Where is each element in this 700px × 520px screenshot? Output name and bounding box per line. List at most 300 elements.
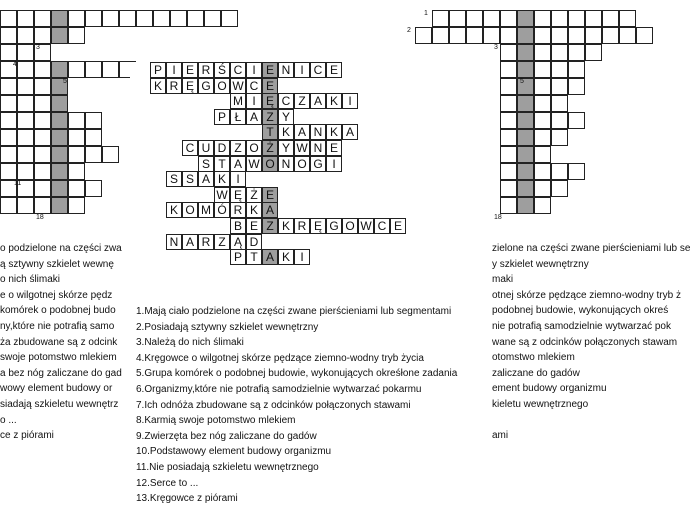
answer-letter: A bbox=[265, 203, 274, 218]
grid-cell bbox=[17, 61, 34, 78]
answer-letter: Z bbox=[266, 109, 274, 124]
answer-cell bbox=[326, 124, 342, 140]
grid-cell bbox=[0, 95, 17, 112]
grid-cell bbox=[534, 146, 551, 163]
answer-letter: R bbox=[201, 63, 211, 77]
clue-item: o podzielone na części zwa bbox=[0, 243, 122, 254]
answer-cell bbox=[246, 140, 262, 156]
answer-letter: Ż bbox=[266, 141, 274, 155]
answer-cell bbox=[214, 62, 230, 78]
answer-letter: W bbox=[248, 156, 260, 171]
answer-cell bbox=[278, 62, 294, 78]
grid-cell bbox=[517, 10, 534, 27]
grid-cell bbox=[636, 27, 653, 44]
answer-cell bbox=[246, 78, 262, 94]
answer-letter: N bbox=[313, 141, 323, 155]
answer-cell bbox=[230, 187, 246, 203]
answer-cell bbox=[230, 140, 246, 156]
grid-cell bbox=[500, 180, 517, 197]
clue-number: 4 bbox=[13, 61, 17, 68]
answer-cell bbox=[214, 187, 230, 203]
clue-item: swoje potomstwo mlekiem bbox=[0, 352, 117, 364]
answer-cell bbox=[198, 62, 214, 78]
grid-cell bbox=[0, 197, 17, 214]
answer-letter: Ł bbox=[234, 109, 242, 124]
clue-item: maki bbox=[492, 274, 514, 286]
clue-item: 10.Podstawowy element budowy organizmu bbox=[136, 446, 332, 458]
answer-cell bbox=[294, 156, 310, 172]
grid-cell bbox=[551, 112, 568, 129]
clue-item: o nich ślimaki bbox=[0, 274, 61, 286]
answer-letter: Z bbox=[218, 234, 226, 249]
grid-cell bbox=[517, 95, 534, 112]
answer-letter: K bbox=[329, 94, 338, 109]
clue-number: 18 bbox=[494, 214, 502, 221]
answer-letter: Z bbox=[266, 219, 274, 233]
answer-cell bbox=[230, 202, 246, 218]
answer-cell bbox=[214, 156, 230, 172]
answer-cell bbox=[198, 202, 214, 218]
grid-cell bbox=[551, 163, 568, 180]
clue-item: zielone na części zwane pierścieniami lub se bbox=[492, 243, 691, 254]
clue-item: podobnej budowie, wykonujących okreś bbox=[492, 305, 669, 317]
answer-letter: R bbox=[233, 203, 243, 218]
grid-cell bbox=[500, 10, 517, 27]
grid-cell bbox=[500, 112, 517, 129]
answer-letter: A bbox=[233, 156, 242, 171]
grid-cell bbox=[51, 95, 68, 112]
answer-letter: E bbox=[393, 219, 402, 233]
grid-cell bbox=[517, 180, 534, 197]
grid-cell bbox=[68, 27, 85, 44]
clue-item: 8.Karmią swoje potomstwo mlekiem bbox=[136, 415, 296, 427]
answer-letter: G bbox=[313, 156, 323, 171]
grid-cell bbox=[17, 78, 34, 95]
grid-cell bbox=[551, 10, 568, 27]
answer-cell bbox=[262, 249, 278, 265]
answer-cell bbox=[310, 218, 326, 234]
grid-cell bbox=[17, 129, 34, 146]
answer-cell bbox=[246, 156, 262, 172]
grid-cell bbox=[551, 61, 568, 78]
answer-cell bbox=[294, 62, 310, 78]
answer-cell bbox=[390, 218, 406, 234]
answer-letter: G bbox=[201, 78, 211, 93]
clue-number: 5 bbox=[63, 78, 67, 85]
answer-cell bbox=[214, 202, 230, 218]
grid-cell bbox=[85, 129, 102, 146]
clue-item: ą sztywny szkielet wewnę bbox=[0, 258, 114, 270]
grid-cell bbox=[568, 10, 585, 27]
answer-cell bbox=[198, 78, 214, 94]
answer-cell bbox=[310, 156, 326, 172]
answer-letter: Ę bbox=[185, 78, 194, 93]
clue-item: y szkielet wewnętrzny bbox=[492, 258, 589, 270]
answer-cell bbox=[198, 140, 214, 156]
answer-cell bbox=[214, 171, 230, 187]
answer-letter: A bbox=[185, 234, 194, 249]
clue-item bbox=[492, 413, 690, 429]
grid-cell bbox=[551, 27, 568, 44]
grid-cell bbox=[449, 27, 466, 44]
solved-crossword-sheet bbox=[130, 62, 460, 520]
answer-cell bbox=[294, 218, 310, 234]
answer-letter: I bbox=[300, 63, 304, 77]
grid-cell bbox=[85, 112, 102, 129]
grid-cell bbox=[136, 10, 153, 27]
answer-cell bbox=[246, 93, 262, 109]
grid-cell bbox=[602, 10, 619, 27]
grid-cell bbox=[51, 146, 68, 163]
clue-item: ement budowy organizmu bbox=[492, 383, 607, 395]
right-clue-list bbox=[492, 241, 690, 444]
grid-cell bbox=[568, 78, 585, 95]
grid-cell bbox=[51, 197, 68, 214]
answer-cell bbox=[278, 156, 294, 172]
clue-item: 13.Kręgowce z piórami bbox=[136, 493, 238, 505]
grid-cell bbox=[568, 44, 585, 61]
grid-cell bbox=[517, 44, 534, 61]
grid-cell bbox=[551, 78, 568, 95]
grid-cell bbox=[415, 27, 432, 44]
clue-number: 11 bbox=[14, 180, 22, 187]
answer-letter: Ą bbox=[233, 234, 242, 249]
clue-number: 5 bbox=[520, 78, 524, 85]
answer-cell bbox=[262, 202, 278, 218]
answer-letter: A bbox=[265, 250, 274, 265]
grid-cell bbox=[34, 146, 51, 163]
answer-cell bbox=[182, 234, 198, 250]
grid-cell bbox=[17, 44, 34, 61]
answer-cell bbox=[214, 78, 230, 94]
grid-cell bbox=[500, 129, 517, 146]
answer-letter: W bbox=[232, 78, 244, 93]
answer-cell bbox=[278, 124, 294, 140]
grid-cell bbox=[0, 44, 17, 61]
answer-letter: E bbox=[329, 141, 338, 155]
answer-cell bbox=[278, 218, 294, 234]
answer-letter: A bbox=[297, 125, 306, 140]
left-crossword-sheet bbox=[0, 0, 130, 520]
answer-letter: O bbox=[265, 156, 275, 171]
answer-letter: E bbox=[329, 63, 338, 77]
clue-item: siadają szkieletu wewnętrz bbox=[0, 398, 119, 410]
answer-letter: M bbox=[201, 203, 211, 218]
grid-cell bbox=[0, 27, 17, 44]
grid-cell bbox=[34, 180, 51, 197]
grid-cell bbox=[534, 112, 551, 129]
answer-letter: R bbox=[169, 78, 179, 93]
answer-letter: W bbox=[360, 219, 372, 233]
answer-letter: B bbox=[233, 219, 242, 233]
grid-cell bbox=[517, 112, 534, 129]
grid-cell bbox=[500, 146, 517, 163]
answer-cell bbox=[262, 187, 278, 203]
grid-cell bbox=[85, 146, 102, 163]
answer-letter: Z bbox=[298, 94, 306, 109]
grid-cell bbox=[85, 10, 102, 27]
clue-item: 9.Zwierzęta bez nóg zaliczane do gadów bbox=[136, 430, 317, 442]
answer-cell bbox=[214, 140, 230, 156]
grid-cell bbox=[17, 112, 34, 129]
grid-cell bbox=[0, 129, 17, 146]
grid-cell bbox=[17, 197, 34, 214]
grid-cell bbox=[68, 129, 85, 146]
grid-cell bbox=[0, 112, 17, 129]
answer-cell bbox=[278, 109, 294, 125]
grid-cell bbox=[17, 27, 34, 44]
grid-cell bbox=[517, 129, 534, 146]
answer-cell bbox=[326, 218, 342, 234]
grid-cell bbox=[534, 44, 551, 61]
grid-cell bbox=[568, 163, 585, 180]
grid-cell bbox=[534, 61, 551, 78]
grid-cell bbox=[68, 146, 85, 163]
answer-letter: O bbox=[217, 78, 227, 93]
clue-item: 12.Serce to ... bbox=[136, 477, 199, 489]
answer-cell bbox=[246, 187, 262, 203]
answer-letter: K bbox=[281, 250, 290, 265]
grid-cell bbox=[102, 146, 119, 163]
grid-cell bbox=[34, 112, 51, 129]
grid-cell bbox=[517, 146, 534, 163]
clue-item: 1.Mają ciało podzielone na części zwane pierścieniami lub segmentami bbox=[136, 306, 452, 317]
grid-cell bbox=[34, 10, 51, 27]
grid-cell bbox=[483, 10, 500, 27]
answer-cell bbox=[278, 93, 294, 109]
answer-letter: C bbox=[249, 78, 259, 93]
answer-cell bbox=[326, 140, 342, 156]
grid-cell bbox=[0, 163, 17, 180]
answer-cell bbox=[342, 124, 358, 140]
answer-cell bbox=[262, 78, 278, 94]
answer-letter: C bbox=[281, 94, 291, 109]
answer-cell bbox=[230, 171, 246, 187]
clue-number: 18 bbox=[36, 214, 44, 221]
answer-letter: A bbox=[313, 94, 322, 109]
clue-number: 3 bbox=[36, 44, 40, 51]
answer-cell bbox=[326, 62, 342, 78]
answer-cell bbox=[246, 202, 262, 218]
answer-letter: I bbox=[300, 250, 304, 265]
answer-letter: K bbox=[153, 78, 162, 93]
grid-cell bbox=[500, 197, 517, 214]
answer-cell bbox=[342, 218, 358, 234]
answer-letter: U bbox=[201, 141, 211, 155]
grid-cell bbox=[51, 10, 68, 27]
answer-letter: A bbox=[345, 125, 354, 140]
grid-cell bbox=[500, 95, 517, 112]
grid-cell bbox=[534, 78, 551, 95]
answer-letter: K bbox=[329, 125, 338, 140]
clue-item: 7.Ich odnóża zbudowane są z odcinków połączonych stawami bbox=[136, 399, 411, 411]
grid-cell bbox=[51, 61, 68, 78]
grid-cell bbox=[85, 180, 102, 197]
answer-letter: I bbox=[252, 63, 256, 77]
grid-cell bbox=[432, 10, 449, 27]
answer-cell bbox=[182, 78, 198, 94]
answer-letter: O bbox=[185, 203, 195, 218]
answer-cell bbox=[310, 124, 326, 140]
grid-cell bbox=[500, 44, 517, 61]
clue-item: otomstwo mlekiem bbox=[492, 352, 575, 364]
answer-letter: N bbox=[169, 234, 179, 249]
answer-letter: Ę bbox=[233, 187, 242, 202]
answer-letter: E bbox=[185, 63, 194, 77]
answer-cell bbox=[182, 202, 198, 218]
grid-cell bbox=[534, 163, 551, 180]
answer-cell bbox=[294, 249, 310, 265]
answer-cell bbox=[294, 93, 310, 109]
grid-cell bbox=[500, 78, 517, 95]
answer-letter: I bbox=[332, 156, 336, 171]
answer-cell bbox=[326, 156, 342, 172]
answer-cell bbox=[166, 78, 182, 94]
grid-cell bbox=[551, 44, 568, 61]
answer-cell bbox=[262, 156, 278, 172]
answer-cell bbox=[246, 62, 262, 78]
answer-letter: N bbox=[281, 63, 291, 77]
answer-cell bbox=[262, 109, 278, 125]
grid-cell bbox=[51, 112, 68, 129]
answer-letter: Ó bbox=[217, 203, 227, 218]
answer-letter: Y bbox=[281, 141, 290, 155]
grid-cell bbox=[0, 146, 17, 163]
answer-letter: I bbox=[252, 94, 256, 109]
answer-cell bbox=[262, 62, 278, 78]
answer-letter: T bbox=[250, 250, 258, 265]
answer-letter: R bbox=[201, 234, 211, 249]
answer-cell bbox=[294, 124, 310, 140]
clue-item: 2.Posiadają sztywny szkielet wewnętrzny bbox=[136, 321, 319, 333]
clue-number: 3 bbox=[494, 44, 498, 51]
grid-cell bbox=[51, 180, 68, 197]
grid-cell bbox=[17, 146, 34, 163]
grid-cell bbox=[187, 10, 204, 27]
answer-letter: W bbox=[296, 141, 308, 155]
answer-cell bbox=[358, 218, 374, 234]
answer-letter: O bbox=[249, 141, 259, 155]
answer-letter: Z bbox=[234, 141, 242, 155]
answer-letter: C bbox=[233, 63, 243, 77]
grid-cell bbox=[534, 27, 551, 44]
answer-letter: O bbox=[297, 156, 307, 171]
answer-letter: P bbox=[233, 250, 242, 265]
answer-letter: I bbox=[236, 172, 240, 187]
grid-cell bbox=[68, 197, 85, 214]
answer-letter: Ś bbox=[217, 63, 226, 77]
answer-cell bbox=[246, 109, 262, 125]
answer-letter: P bbox=[217, 109, 226, 124]
grid-cell bbox=[619, 10, 636, 27]
grid-cell bbox=[85, 61, 102, 78]
grid-cell bbox=[153, 10, 170, 27]
answer-letter: T bbox=[266, 125, 274, 140]
clue-item: 11.Nie posiadają szkieletu wewnętrznego bbox=[136, 461, 319, 473]
answer-letter: G bbox=[329, 219, 339, 233]
answer-letter: A bbox=[249, 109, 258, 124]
grid-cell bbox=[500, 163, 517, 180]
clue-item: ża zbudowane są z odcink bbox=[0, 336, 118, 348]
answer-cell bbox=[294, 140, 310, 156]
grid-cell bbox=[34, 27, 51, 44]
grid-cell bbox=[204, 10, 221, 27]
clue-item: nie potrafią samodzielnie wytwarzać pok bbox=[492, 320, 671, 332]
answer-cell bbox=[326, 93, 342, 109]
grid-cell bbox=[551, 95, 568, 112]
answer-cell bbox=[310, 62, 326, 78]
grid-cell bbox=[619, 27, 636, 44]
answer-cell bbox=[262, 140, 278, 156]
answer-letter: R bbox=[297, 219, 307, 233]
grid-cell bbox=[0, 10, 17, 27]
clue-item: ny,które nie potrafią samo bbox=[0, 320, 115, 332]
answer-cell bbox=[278, 140, 294, 156]
answer-letter: Y bbox=[281, 109, 290, 124]
answer-cell bbox=[278, 249, 294, 265]
answer-letter: T bbox=[218, 156, 226, 171]
grid-cell bbox=[585, 44, 602, 61]
grid-cell bbox=[51, 129, 68, 146]
answer-cell bbox=[230, 156, 246, 172]
answer-letter: A bbox=[201, 172, 210, 187]
answer-letter: E bbox=[265, 78, 274, 93]
grid-cell bbox=[119, 10, 136, 27]
answer-letter: I bbox=[348, 94, 352, 109]
grid-cell bbox=[68, 180, 85, 197]
answer-letter: K bbox=[281, 219, 290, 233]
grid-cell bbox=[221, 10, 238, 27]
answer-cell bbox=[230, 218, 246, 234]
answer-cell bbox=[230, 93, 246, 109]
grid-cell bbox=[534, 180, 551, 197]
answer-cell bbox=[166, 202, 182, 218]
answer-cell bbox=[246, 234, 262, 250]
grid-cell bbox=[432, 27, 449, 44]
answer-cell bbox=[246, 249, 262, 265]
grid-cell bbox=[534, 10, 551, 27]
grid-cell bbox=[102, 61, 119, 78]
grid-cell bbox=[534, 197, 551, 214]
answer-letter: D bbox=[249, 234, 259, 249]
answer-letter: D bbox=[217, 141, 227, 155]
answer-letter: P bbox=[153, 63, 162, 77]
grid-cell bbox=[500, 61, 517, 78]
grid-cell bbox=[602, 27, 619, 44]
clue-item: zaliczane do gadów bbox=[492, 367, 580, 379]
answer-letter: C bbox=[313, 63, 323, 77]
grid-cell bbox=[68, 163, 85, 180]
clue-item: ce z piórami bbox=[0, 430, 54, 442]
grid-cell bbox=[551, 180, 568, 197]
grid-cell bbox=[551, 129, 568, 146]
clue-item: ami bbox=[492, 430, 509, 442]
answer-letter: K bbox=[281, 125, 290, 140]
answer-letter: Ż bbox=[250, 187, 258, 202]
clue-list bbox=[136, 304, 457, 507]
grid-cell bbox=[34, 129, 51, 146]
answer-letter: N bbox=[313, 125, 323, 140]
answer-letter: E bbox=[249, 219, 258, 233]
clue-item: 6.Organizmy,które nie potrafią samodzielnie wytwarzać pokarmu bbox=[136, 383, 422, 395]
grid-cell bbox=[51, 163, 68, 180]
answer-letter: O bbox=[345, 219, 355, 233]
answer-cell bbox=[310, 140, 326, 156]
answer-letter: N bbox=[281, 156, 291, 171]
answer-cell bbox=[182, 171, 198, 187]
answer-cell bbox=[262, 124, 278, 140]
grid-cell bbox=[466, 10, 483, 27]
